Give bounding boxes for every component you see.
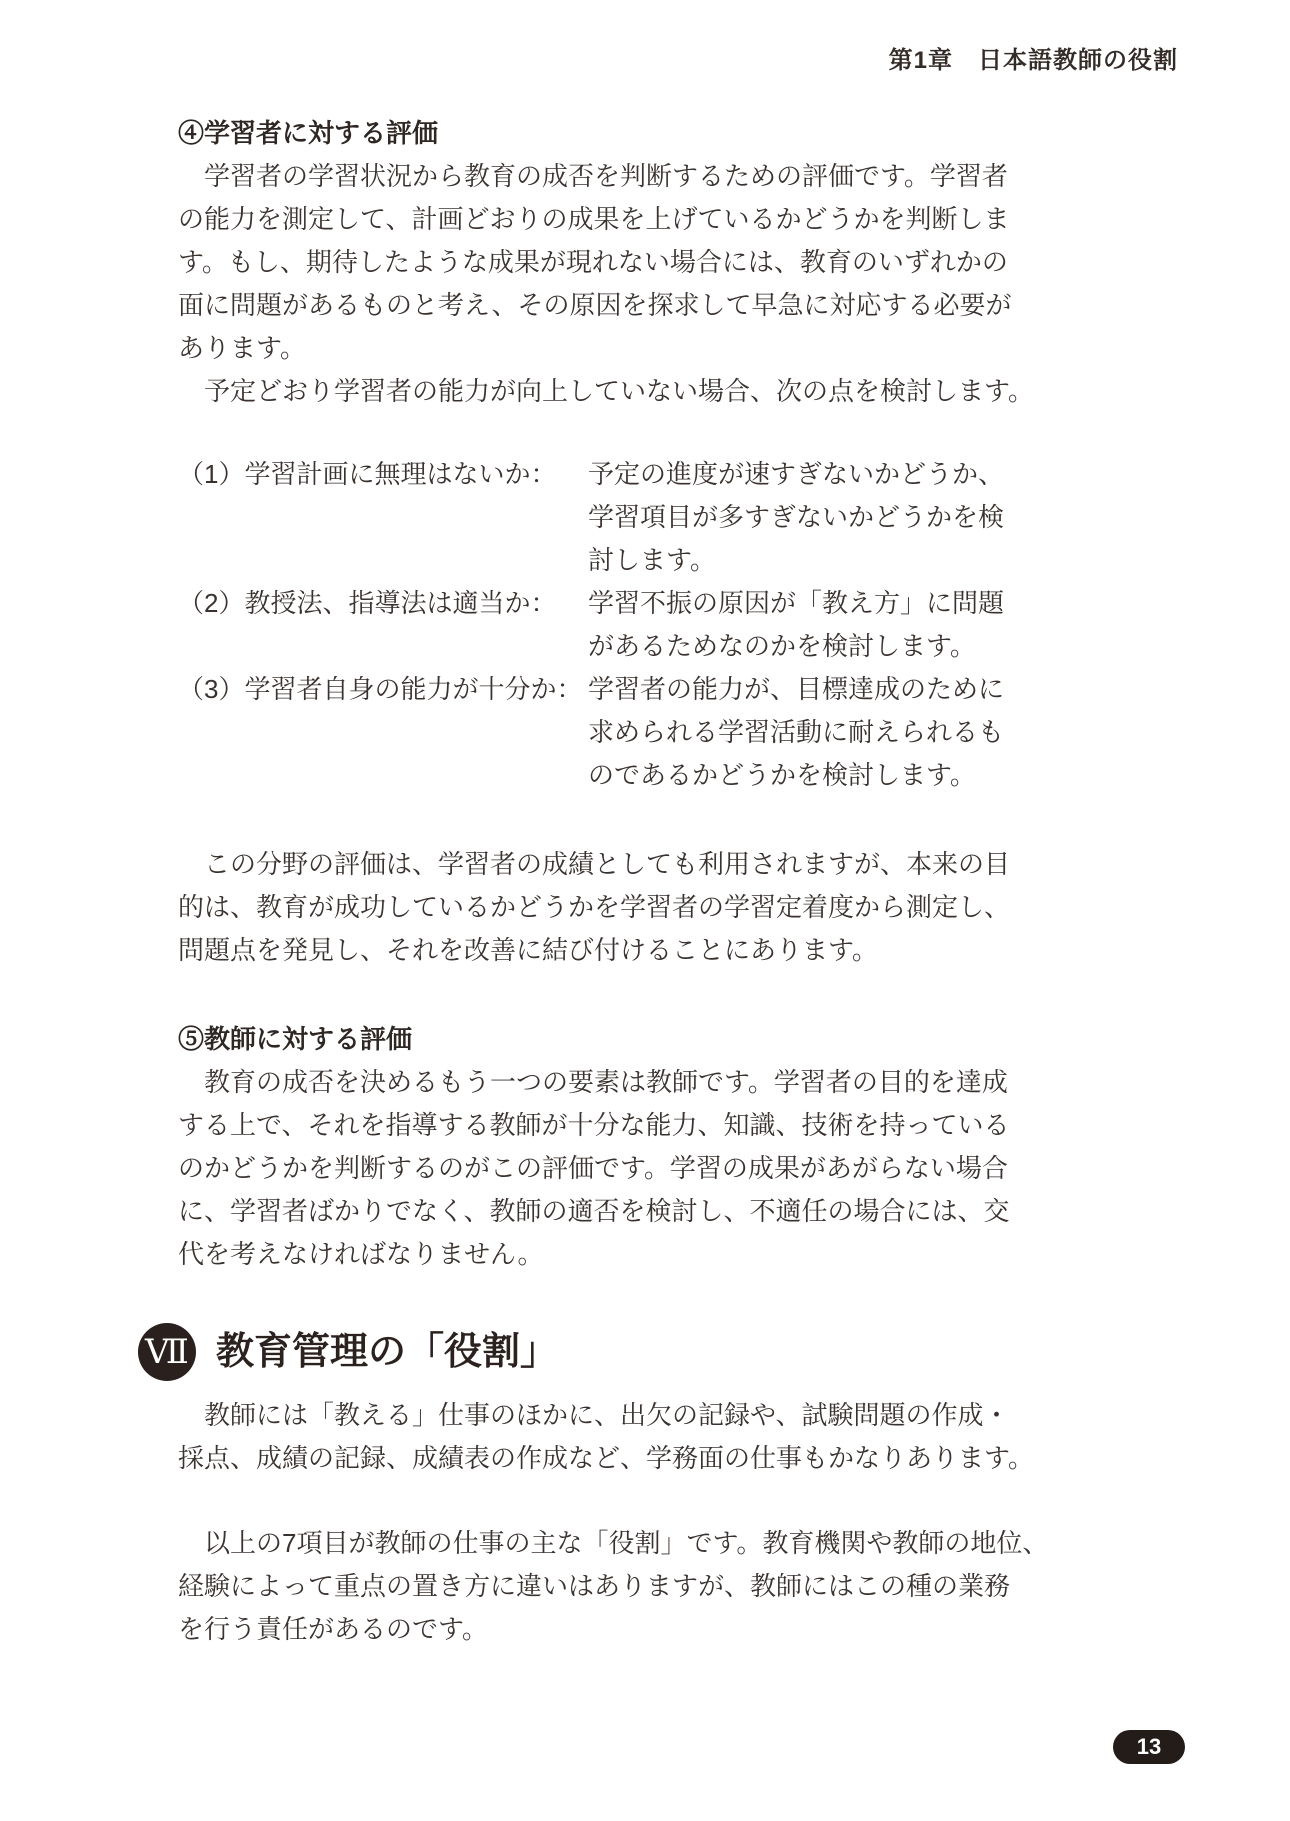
text-line: を行う責任があるのです。 <box>178 1614 488 1644</box>
list-item-body <box>588 582 1004 668</box>
list-item <box>178 582 1005 668</box>
list-item <box>178 453 1005 582</box>
paragraph <box>178 1061 1010 1276</box>
section-heading-7 <box>138 1323 990 1381</box>
roman-numeral-vii-badge: Ⅶ <box>138 1323 196 1381</box>
text-line: 討します。 <box>588 545 716 575</box>
paragraph <box>178 1394 1034 1480</box>
text-line: す。もし、期待したような成果が現れない場合には、教育のいずれかの <box>178 247 1008 277</box>
text-line: 採点、成績の記録、成績表の作成など、学務面の仕事もかなりあります。 <box>178 1443 1034 1473</box>
text-line: 的は、教育が成功しているかどうかを学習者の学習定着度から測定し、 <box>178 892 1011 922</box>
section-7-title: 教育管理の「役割」 <box>216 1331 559 1373</box>
running-header <box>889 40 1178 75</box>
text-line: 経験によって重点の置き方に違いはありますが、教師にはこの種の業務 <box>178 1571 1011 1601</box>
paragraph <box>178 1522 1049 1651</box>
text-line: のであるかどうかを検討します。 <box>588 760 976 790</box>
section-heading-4: ④学習者に対する評価 <box>178 118 439 148</box>
text-line: 面に問題があるものと考え、その原因を探求して早急に対応する必要が <box>178 290 1012 320</box>
text-line: 学習不振の原因が「教え方」に問題 <box>588 588 1005 618</box>
text-line: する上で、それを指導する教師が十分な能力、知識、技術を持っている <box>178 1110 1010 1140</box>
chapter-header-text: 第1章 日本語教師の役割 <box>888 47 1178 74</box>
text-line: 求められる学習活動に耐えられるも <box>588 717 1005 747</box>
paragraph <box>178 155 1012 370</box>
text-line: 教師には「教える」仕事のほかに、出欠の記録や、試験問題の作成・ <box>204 1400 1010 1430</box>
text-line: 以上の7項目が教師の仕事の主な「役割」です。教育機関や教師の地位、 <box>204 1528 1049 1558</box>
text-line: に、学習者ばかりでなく、教師の適否を検討し、不適任の場合には、交 <box>178 1196 1010 1226</box>
list-item <box>178 668 1005 797</box>
list-item-label: （3）学習者自身の能力が十分か： <box>178 674 583 704</box>
text-line: があるためなのかを検討します。 <box>588 631 976 661</box>
text-line: 教育の成否を決めるもう一つの要素は教師です。学習者の目的を達成 <box>204 1067 1008 1097</box>
list-item-body <box>588 453 1004 582</box>
page-number: 13 <box>1136 1734 1162 1759</box>
text-line: 予定の進度が速すぎないかどうか、 <box>588 459 1005 489</box>
page-number-badge <box>1113 1730 1185 1764</box>
text-line: 学習項目が多すぎないかどうかを検 <box>588 502 1005 532</box>
list-item-label: （1）学習計画に無理はないか： <box>178 459 557 489</box>
text-line: 代を考えなければなりません。 <box>178 1239 544 1269</box>
checklist <box>178 453 1005 797</box>
text-line: 学習者の能力が、目標達成のために <box>588 674 1005 704</box>
text-line: のかどうかを判断するのがこの評価です。学習の成果があがらない場合 <box>178 1153 1008 1183</box>
list-item-label: （2）教授法、指導法は適当か： <box>178 588 557 618</box>
text-line: 学習者の学習状況から教育の成否を判断するための評価です。学習者 <box>204 161 1008 191</box>
section-heading-5: ⑤教師に対する評価 <box>178 1024 413 1054</box>
text-line: あります。 <box>178 333 306 363</box>
page-content <box>145 112 1049 1651</box>
text-line: 予定どおり学習者の能力が向上していない場合、次の点を検討します。 <box>204 376 1034 406</box>
text-line: 問題点を発見し、それを改善に結び付けることにあります。 <box>178 935 878 965</box>
list-item-body <box>588 668 1004 797</box>
text-line: の能力を測定して、計画どおりの成果を上げているかどうかを判断しま <box>178 204 1010 234</box>
text-line: この分野の評価は、学習者の成績としても利用されますが、本来の目 <box>204 849 1011 879</box>
paragraph <box>178 843 1011 972</box>
paragraph <box>178 370 1034 413</box>
